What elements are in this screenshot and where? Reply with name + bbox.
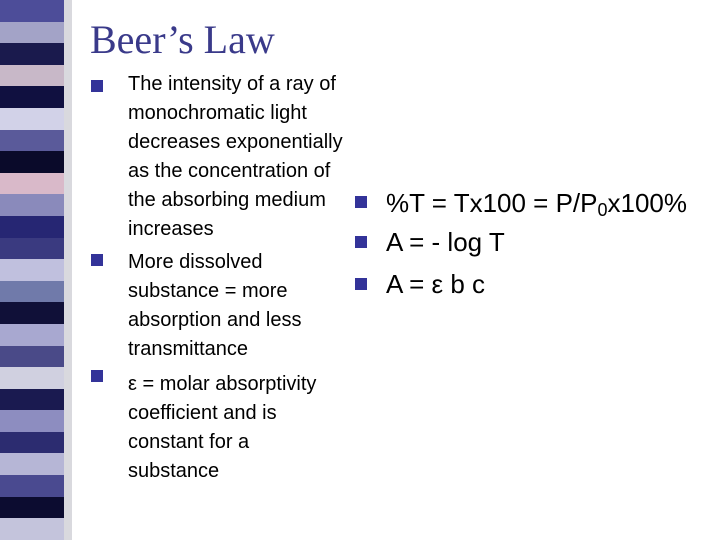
bullet-marker <box>91 80 103 92</box>
bullet-marker <box>355 236 367 248</box>
stripe-square <box>0 173 64 195</box>
formula-subscript: 0 <box>597 200 608 220</box>
stripe-square <box>0 130 64 152</box>
stripe-square <box>0 65 64 87</box>
slide-title: Beer’s Law <box>90 17 275 62</box>
formula-percent-transmittance <box>386 188 687 225</box>
stripe-square <box>0 518 64 540</box>
stripe-square <box>0 216 64 238</box>
stripe-square <box>0 410 64 432</box>
stripe-square <box>0 22 64 44</box>
formula-text: %T = Tx100 = P/P <box>386 188 598 218</box>
stripe-square <box>0 86 64 108</box>
stripe-square <box>0 0 64 22</box>
bullet-marker <box>91 370 103 382</box>
stripe-square <box>0 475 64 497</box>
stripe-square <box>0 302 64 324</box>
stripe-square <box>0 238 64 260</box>
formula-beer-lambert <box>386 269 485 299</box>
formula-text: x100% <box>607 188 688 218</box>
stripe-square <box>0 453 64 475</box>
bullet-text: The intensity of a ray of monochromatic light decreases exponentially as the concentration of the absorbing medium increases <box>128 73 343 240</box>
bullet-marker <box>355 196 367 208</box>
bullet-marker <box>355 278 367 290</box>
bullet-text: More dissolved substance = more absorption and less transmittance <box>128 251 302 360</box>
formula-text: A = ε b c <box>386 269 486 299</box>
stripe-square <box>0 108 64 130</box>
stripe-square <box>0 151 64 173</box>
stripe-square <box>0 367 64 389</box>
formula-text: A = - log T <box>386 227 505 257</box>
stripe-square <box>0 324 64 346</box>
stripe-divider <box>64 0 72 540</box>
stripe-square <box>0 43 64 65</box>
stripe-square <box>0 281 64 303</box>
stripe-square <box>0 259 64 281</box>
bullet-text: ε = molar absorptivity coefficient and is constant for a substance <box>128 373 317 482</box>
stripe-square <box>0 194 64 216</box>
stripe-square <box>0 389 64 411</box>
bullet-marker <box>91 254 103 266</box>
decorative-stripe <box>0 0 64 540</box>
stripe-square <box>0 432 64 454</box>
formula-absorbance-log <box>386 227 505 257</box>
stripe-square <box>0 497 64 519</box>
stripe-square <box>0 346 64 368</box>
